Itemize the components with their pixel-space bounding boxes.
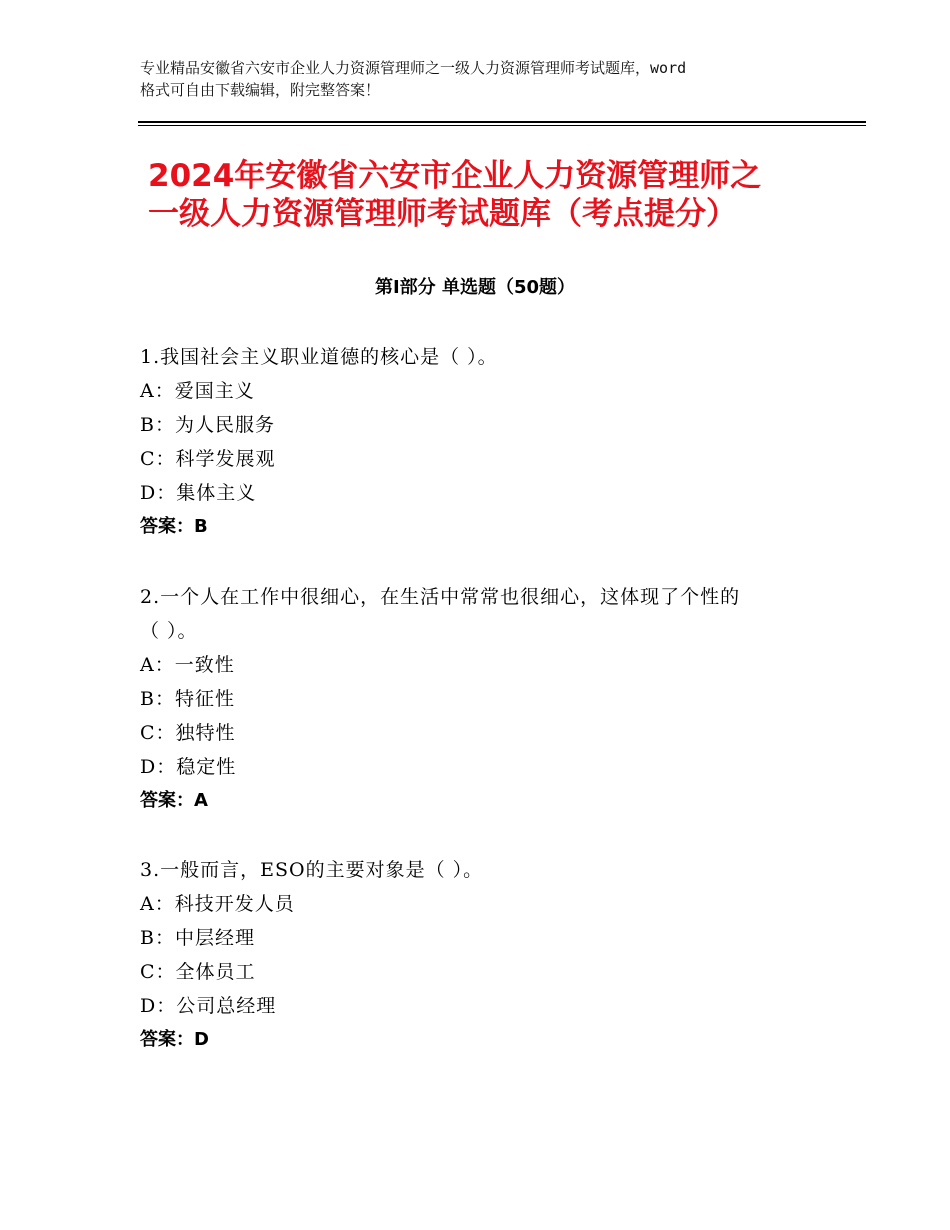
header-note-line: 专业精品安徽省六安市企业人力资源管理师之一级人力资源管理师考试题库，word <box>140 59 687 77</box>
option-c: C：独特性 <box>140 722 236 744</box>
option-c: C：全体员工 <box>140 961 256 983</box>
option-a: A：一致性 <box>140 654 235 676</box>
option-a: A：爱国主义 <box>140 380 255 402</box>
option-b: B：为人民服务 <box>140 414 275 436</box>
option-d: D：集体主义 <box>140 482 257 504</box>
question-1 <box>140 340 820 544</box>
header-note-line: 格式可自由下载编辑，附完整答案！ <box>140 81 381 99</box>
title-line: 2024年安徽省六安市企业人力资源管理师之 <box>148 158 762 194</box>
option-d: D：稳定性 <box>140 756 237 778</box>
question-2 <box>140 580 820 818</box>
question-3 <box>140 853 820 1057</box>
document-title <box>148 157 848 233</box>
question-stem-continued: （ ）。 <box>140 620 198 642</box>
title-line: 一级人力资源管理师考试题库（考点提分） <box>148 196 737 232</box>
question-stem: 2.一个人在工作中很细心，在生活中常常也很细心，这体现了个性的 <box>140 586 741 608</box>
option-b: B：特征性 <box>140 688 235 710</box>
header-divider-thin <box>138 125 866 126</box>
option-b: B：中层经理 <box>140 927 255 949</box>
option-c: C：科学发展观 <box>140 448 276 470</box>
option-d: D：公司总经理 <box>140 995 277 1017</box>
question-stem: 3.一般而言，ESO的主要对象是（ ）。 <box>140 859 484 881</box>
header-divider-thick <box>138 121 866 123</box>
header-note <box>140 57 840 101</box>
answer-key: 答案：B <box>140 516 208 537</box>
option-a: A：科技开发人员 <box>140 893 295 915</box>
question-stem: 1.我国社会主义职业道德的核心是（ ）。 <box>140 346 498 368</box>
section-title: 第Ⅰ部分 单选题（50题） <box>374 277 575 298</box>
answer-key: 答案：A <box>140 790 208 811</box>
answer-key: 答案：D <box>140 1029 209 1050</box>
